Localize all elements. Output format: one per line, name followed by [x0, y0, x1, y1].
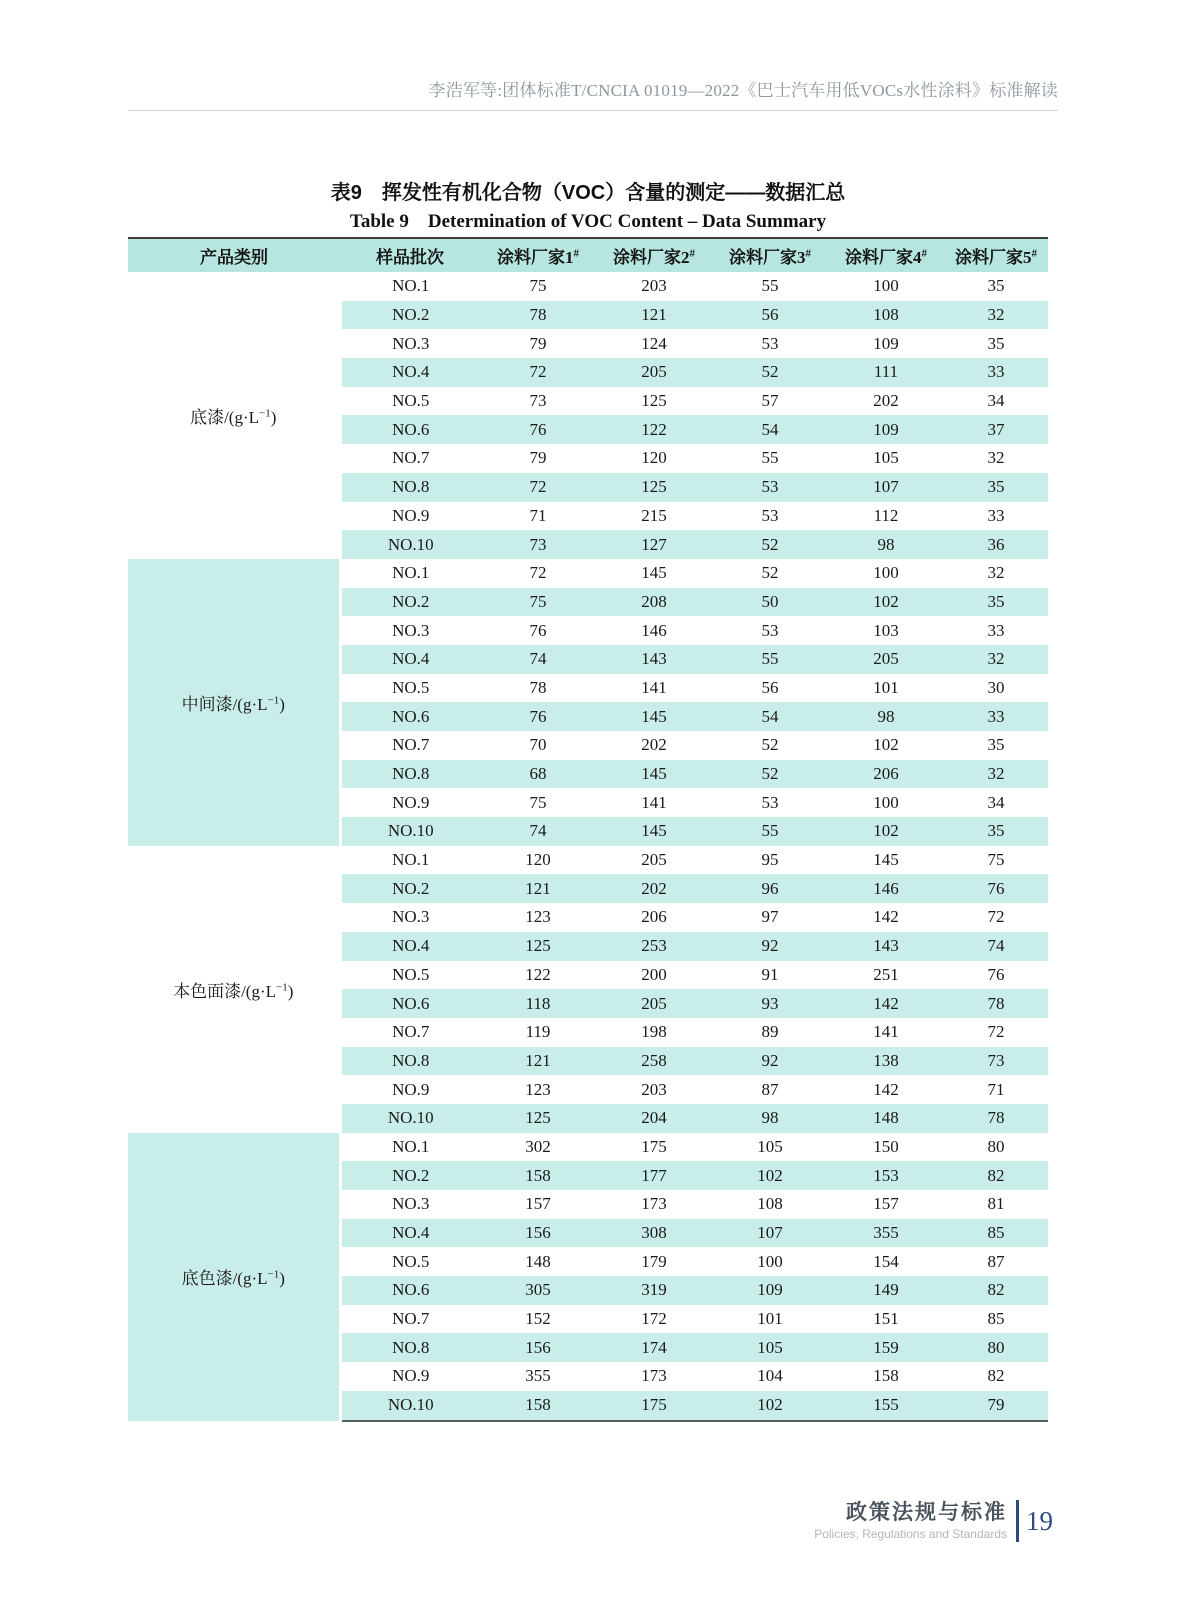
batch-cell: NO.9 [392, 792, 430, 812]
value-cell: 141 [873, 1022, 899, 1042]
value-cell: 123 [525, 907, 551, 927]
value-cell: 35 [987, 735, 1005, 755]
value-cell: 148 [525, 1251, 551, 1271]
value-cell: 158 [873, 1366, 899, 1386]
value-cell: 141 [641, 792, 667, 812]
value-cell: 100 [757, 1251, 783, 1271]
category-cell: 中间漆$/(g\cdot L^{-1})$ [128, 559, 340, 846]
value-cell: 73 [529, 391, 547, 411]
value-cell: 105 [873, 448, 899, 468]
table-row [128, 846, 1048, 875]
value-cell: 89 [761, 1022, 779, 1042]
value-cell: 203 [641, 276, 667, 296]
value-cell: 179 [641, 1251, 667, 1271]
column-header-0: 产品类别 [128, 238, 340, 272]
batch-cell: NO.2 [340, 1161, 480, 1190]
value-cell: 98 [828, 702, 944, 731]
value-cell: 120 [525, 850, 551, 870]
value-cell: 36 [944, 530, 1048, 559]
value-cell: 121 [480, 874, 596, 903]
value-cell: 125 [480, 1104, 596, 1133]
batch-cell: NO.4 [340, 932, 480, 961]
table-title-zh: 表9 挥发性有机化合物（VOC）含量的测定——数据汇总 [330, 182, 846, 204]
value-cell: 205 [828, 645, 944, 674]
value-cell: 34 [987, 391, 1005, 411]
value-cell: 145 [873, 850, 899, 870]
value-cell: 101 [757, 1309, 783, 1329]
value-cell: 54 [712, 702, 828, 731]
value-cell: 118 [480, 989, 596, 1018]
batch-cell: NO.7 [392, 448, 430, 468]
value-cell: 215 [641, 505, 667, 525]
value-cell: 205 [641, 850, 667, 870]
value-cell: 72 [480, 358, 596, 387]
value-cell: 102 [873, 735, 899, 755]
batch-cell: NO.3 [392, 620, 430, 640]
value-cell: 206 [641, 907, 667, 927]
batch-cell: NO.9 [392, 1366, 430, 1386]
value-cell: 100 [873, 563, 899, 583]
batch-cell: NO.7 [392, 1022, 430, 1042]
value-cell: 74 [480, 817, 596, 846]
value-cell: 251 [873, 964, 899, 984]
column-header-5: 涂料厂家4# [828, 238, 944, 272]
value-cell: 122 [525, 964, 551, 984]
value-cell: 108 [757, 1194, 783, 1214]
value-cell: 53 [761, 333, 779, 353]
value-cell: 76 [480, 702, 596, 731]
value-cell: 205 [596, 989, 712, 1018]
value-cell: 158 [480, 1161, 596, 1190]
value-cell: 34 [987, 792, 1005, 812]
batch-cell: NO.4 [340, 645, 480, 674]
value-cell: 55 [761, 276, 779, 296]
value-cell: 159 [828, 1333, 944, 1362]
batch-cell: NO.1 [392, 563, 430, 583]
value-cell: 203 [641, 1079, 667, 1099]
value-cell: 52 [761, 563, 779, 583]
batch-cell: NO.2 [340, 301, 480, 330]
batch-cell: NO.10 [340, 1104, 480, 1133]
value-cell: 75 [987, 850, 1005, 870]
value-cell: 175 [596, 1391, 712, 1421]
value-cell: 74 [480, 645, 596, 674]
value-cell: 80 [944, 1333, 1048, 1362]
value-cell: 145 [596, 702, 712, 731]
value-cell: 150 [873, 1136, 899, 1156]
value-cell: 145 [596, 760, 712, 789]
value-cell: 202 [873, 391, 899, 411]
value-cell: 32 [987, 448, 1005, 468]
value-cell: 156 [480, 1219, 596, 1248]
value-cell: 75 [529, 792, 547, 812]
value-cell: 52 [712, 760, 828, 789]
batch-cell: NO.7 [392, 735, 430, 755]
batch-cell: NO.8 [340, 1333, 480, 1362]
column-header-2: 涂料厂家1# [480, 238, 596, 272]
value-cell: 57 [761, 391, 779, 411]
value-cell: 141 [641, 677, 667, 697]
value-cell: 100 [873, 276, 899, 296]
value-cell: 127 [596, 530, 712, 559]
batch-cell: NO.8 [340, 473, 480, 502]
value-cell: 173 [641, 1366, 667, 1386]
category-cell: 底色漆$/(g\cdot L^{-1})$ [128, 1133, 340, 1421]
value-cell: 143 [828, 932, 944, 961]
value-cell: 100 [873, 792, 899, 812]
value-cell: 302 [525, 1136, 551, 1156]
value-cell: 111 [828, 358, 944, 387]
value-cell: 52 [712, 530, 828, 559]
value-cell: 35 [987, 276, 1005, 296]
value-cell: 97 [761, 907, 779, 927]
value-cell: 112 [873, 505, 899, 525]
value-cell: 75 [529, 276, 547, 296]
batch-cell: NO.5 [392, 391, 430, 411]
table-header-row [128, 238, 1048, 272]
value-cell: 148 [828, 1104, 944, 1133]
value-cell: 355 [525, 1366, 551, 1386]
table-body [128, 272, 1048, 1421]
value-cell: 50 [712, 588, 828, 617]
value-cell: 142 [873, 1079, 899, 1099]
value-cell: 75 [480, 588, 596, 617]
value-cell: 93 [712, 989, 828, 1018]
value-cell: 142 [873, 907, 899, 927]
value-cell: 208 [596, 588, 712, 617]
value-cell: 71 [987, 1079, 1005, 1099]
value-cell: 153 [828, 1161, 944, 1190]
value-cell: 109 [873, 333, 899, 353]
value-cell: 125 [596, 473, 712, 502]
batch-cell: NO.3 [392, 1194, 430, 1214]
batch-cell: NO.8 [340, 760, 480, 789]
value-cell: 124 [641, 333, 667, 353]
value-cell: 33 [987, 505, 1005, 525]
footer-section-titles [814, 1501, 1007, 1540]
value-cell: 95 [761, 850, 779, 870]
value-cell: 30 [987, 677, 1005, 697]
value-cell: 72 [987, 1022, 1005, 1042]
value-cell: 82 [944, 1276, 1048, 1305]
value-cell: 33 [944, 702, 1048, 731]
value-cell: 78 [529, 677, 547, 697]
value-cell: 76 [480, 415, 596, 444]
value-cell: 145 [641, 563, 667, 583]
value-cell: 158 [480, 1391, 596, 1421]
value-cell: 32 [987, 563, 1005, 583]
value-cell: 55 [712, 817, 828, 846]
value-cell: 33 [987, 620, 1005, 640]
value-cell: 142 [828, 989, 944, 1018]
column-header-6: 涂料厂家5# [944, 238, 1048, 272]
value-cell: 56 [712, 301, 828, 330]
table-row [128, 272, 1048, 301]
value-cell: 152 [525, 1309, 551, 1329]
value-cell: 177 [596, 1161, 712, 1190]
value-cell: 96 [712, 874, 828, 903]
value-cell: 35 [944, 817, 1048, 846]
value-cell: 154 [873, 1251, 899, 1271]
header-rule [128, 110, 1058, 111]
value-cell: 102 [828, 588, 944, 617]
value-cell: 85 [987, 1309, 1005, 1329]
batch-cell: NO.10 [340, 1391, 480, 1421]
value-cell: 122 [596, 415, 712, 444]
value-cell: 35 [944, 588, 1048, 617]
value-cell: 78 [944, 989, 1048, 1018]
value-cell: 119 [525, 1022, 551, 1042]
value-cell: 52 [761, 735, 779, 755]
value-cell: 107 [828, 473, 944, 502]
value-cell: 79 [944, 1391, 1048, 1421]
column-header-4: 涂料厂家3# [712, 238, 828, 272]
value-cell: 151 [873, 1309, 899, 1329]
value-cell: 72 [987, 907, 1005, 927]
value-cell: 103 [873, 620, 899, 640]
value-cell: 102 [712, 1391, 828, 1421]
batch-cell: NO.7 [392, 1309, 430, 1329]
value-cell: 32 [944, 645, 1048, 674]
footer-divider-bar [1016, 1500, 1019, 1542]
batch-cell: NO.1 [392, 850, 430, 870]
batch-cell: NO.1 [392, 276, 430, 296]
value-cell: 121 [480, 1047, 596, 1076]
batch-cell: NO.6 [340, 1276, 480, 1305]
value-cell: 172 [641, 1309, 667, 1329]
footer-section-en: Policies, Regulations and Standards [814, 1526, 1007, 1541]
footer-section-zh: 政策法规与标准 [846, 1501, 1007, 1525]
value-cell: 32 [944, 760, 1048, 789]
value-cell: 98 [712, 1104, 828, 1133]
voc-data-table [128, 237, 1048, 1422]
batch-cell: NO.3 [392, 907, 430, 927]
value-cell: 73 [944, 1047, 1048, 1076]
value-cell: 143 [596, 645, 712, 674]
value-cell: 120 [641, 448, 667, 468]
table-row [128, 1133, 1048, 1162]
value-cell: 70 [529, 735, 547, 755]
table-row [128, 559, 1048, 588]
value-cell: 82 [987, 1366, 1005, 1386]
value-cell: 76 [944, 874, 1048, 903]
value-cell: 53 [712, 473, 828, 502]
value-cell: 74 [944, 932, 1048, 961]
batch-cell: NO.3 [392, 333, 430, 353]
value-cell: 68 [480, 760, 596, 789]
value-cell: 87 [761, 1079, 779, 1099]
value-cell: 125 [480, 932, 596, 961]
batch-cell: NO.5 [392, 1251, 430, 1271]
column-header-3: 涂料厂家2# [596, 238, 712, 272]
value-cell: 98 [828, 530, 944, 559]
value-cell: 53 [761, 505, 779, 525]
value-cell: 79 [529, 333, 547, 353]
value-cell: 73 [480, 530, 596, 559]
batch-cell: NO.10 [340, 530, 480, 559]
batch-cell: NO.5 [392, 964, 430, 984]
value-cell: 206 [828, 760, 944, 789]
value-cell: 149 [828, 1276, 944, 1305]
table-title-en: Table 9 Determination of VOC Content – Data Summary [349, 211, 827, 232]
value-cell: 146 [641, 620, 667, 640]
value-cell: 92 [712, 1047, 828, 1076]
value-cell: 91 [761, 964, 779, 984]
value-cell: 198 [641, 1022, 667, 1042]
batch-cell: NO.9 [392, 505, 430, 525]
value-cell: 53 [761, 620, 779, 640]
value-cell: 104 [757, 1366, 783, 1386]
running-head: 李浩军等:团体标准T/CNCIA 01019—2022《巴士汽车用低VOCs水性涂料》标准解读 [428, 81, 1058, 100]
value-cell: 78 [480, 301, 596, 330]
value-cell: 55 [712, 645, 828, 674]
value-cell: 157 [873, 1194, 899, 1214]
batch-cell: NO.9 [392, 1079, 430, 1099]
value-cell: 204 [596, 1104, 712, 1133]
value-cell: 146 [828, 874, 944, 903]
value-cell: 55 [761, 448, 779, 468]
value-cell: 53 [761, 792, 779, 812]
value-cell: 156 [480, 1333, 596, 1362]
value-cell: 54 [712, 415, 828, 444]
value-cell: 123 [525, 1079, 551, 1099]
value-cell: 253 [596, 932, 712, 961]
value-cell: 35 [944, 473, 1048, 502]
batch-cell: NO.2 [340, 588, 480, 617]
value-cell: 173 [641, 1194, 667, 1214]
value-cell: 155 [828, 1391, 944, 1421]
value-cell: 205 [596, 358, 712, 387]
category-cell: 本色面漆$/(g\cdot L^{-1})$ [128, 846, 340, 1133]
value-cell: 76 [987, 964, 1005, 984]
value-cell: 109 [712, 1276, 828, 1305]
value-cell: 107 [712, 1219, 828, 1248]
value-cell: 32 [944, 301, 1048, 330]
value-cell: 72 [529, 563, 547, 583]
value-cell: 109 [828, 415, 944, 444]
value-cell: 108 [828, 301, 944, 330]
value-cell: 101 [873, 677, 899, 697]
batch-cell: NO.4 [340, 1219, 480, 1248]
value-cell: 174 [596, 1333, 712, 1362]
batch-cell: NO.10 [340, 817, 480, 846]
value-cell: 82 [944, 1161, 1048, 1190]
value-cell: 121 [596, 301, 712, 330]
value-cell: 125 [641, 391, 667, 411]
value-cell: 33 [944, 358, 1048, 387]
value-cell: 105 [712, 1333, 828, 1362]
value-cell: 71 [529, 505, 547, 525]
batch-cell: NO.5 [392, 677, 430, 697]
value-cell: 145 [596, 817, 712, 846]
value-cell: 92 [712, 932, 828, 961]
value-cell: 35 [987, 333, 1005, 353]
value-cell: 72 [480, 473, 596, 502]
value-cell: 202 [596, 874, 712, 903]
value-cell: 305 [480, 1276, 596, 1305]
batch-cell: NO.1 [392, 1136, 430, 1156]
value-cell: 202 [641, 735, 667, 755]
page-footer [814, 1500, 1053, 1542]
batch-cell: NO.2 [340, 874, 480, 903]
value-cell: 76 [529, 620, 547, 640]
batch-cell: NO.6 [340, 415, 480, 444]
column-header-1: 样品批次 [340, 238, 480, 272]
value-cell: 85 [944, 1219, 1048, 1248]
value-cell: 87 [987, 1251, 1005, 1271]
value-cell: 56 [761, 677, 779, 697]
value-cell: 80 [987, 1136, 1005, 1156]
value-cell: 258 [596, 1047, 712, 1076]
value-cell: 319 [596, 1276, 712, 1305]
value-cell: 105 [757, 1136, 783, 1156]
value-cell: 138 [828, 1047, 944, 1076]
page-number: 19 [1026, 1505, 1053, 1536]
value-cell: 79 [529, 448, 547, 468]
category-cell: 底漆$/(g\cdot L^{-1})$ [128, 272, 340, 559]
value-cell: 52 [712, 358, 828, 387]
batch-cell: NO.6 [340, 702, 480, 731]
value-cell: 102 [712, 1161, 828, 1190]
batch-cell: NO.4 [340, 358, 480, 387]
value-cell: 102 [828, 817, 944, 846]
value-cell: 78 [944, 1104, 1048, 1133]
value-cell: 200 [641, 964, 667, 984]
batch-cell: NO.8 [340, 1047, 480, 1076]
batch-cell: NO.6 [340, 989, 480, 1018]
value-cell: 355 [828, 1219, 944, 1248]
value-cell: 37 [944, 415, 1048, 444]
value-cell: 157 [525, 1194, 551, 1214]
value-cell: 81 [987, 1194, 1005, 1214]
value-cell: 308 [596, 1219, 712, 1248]
value-cell: 175 [641, 1136, 667, 1156]
